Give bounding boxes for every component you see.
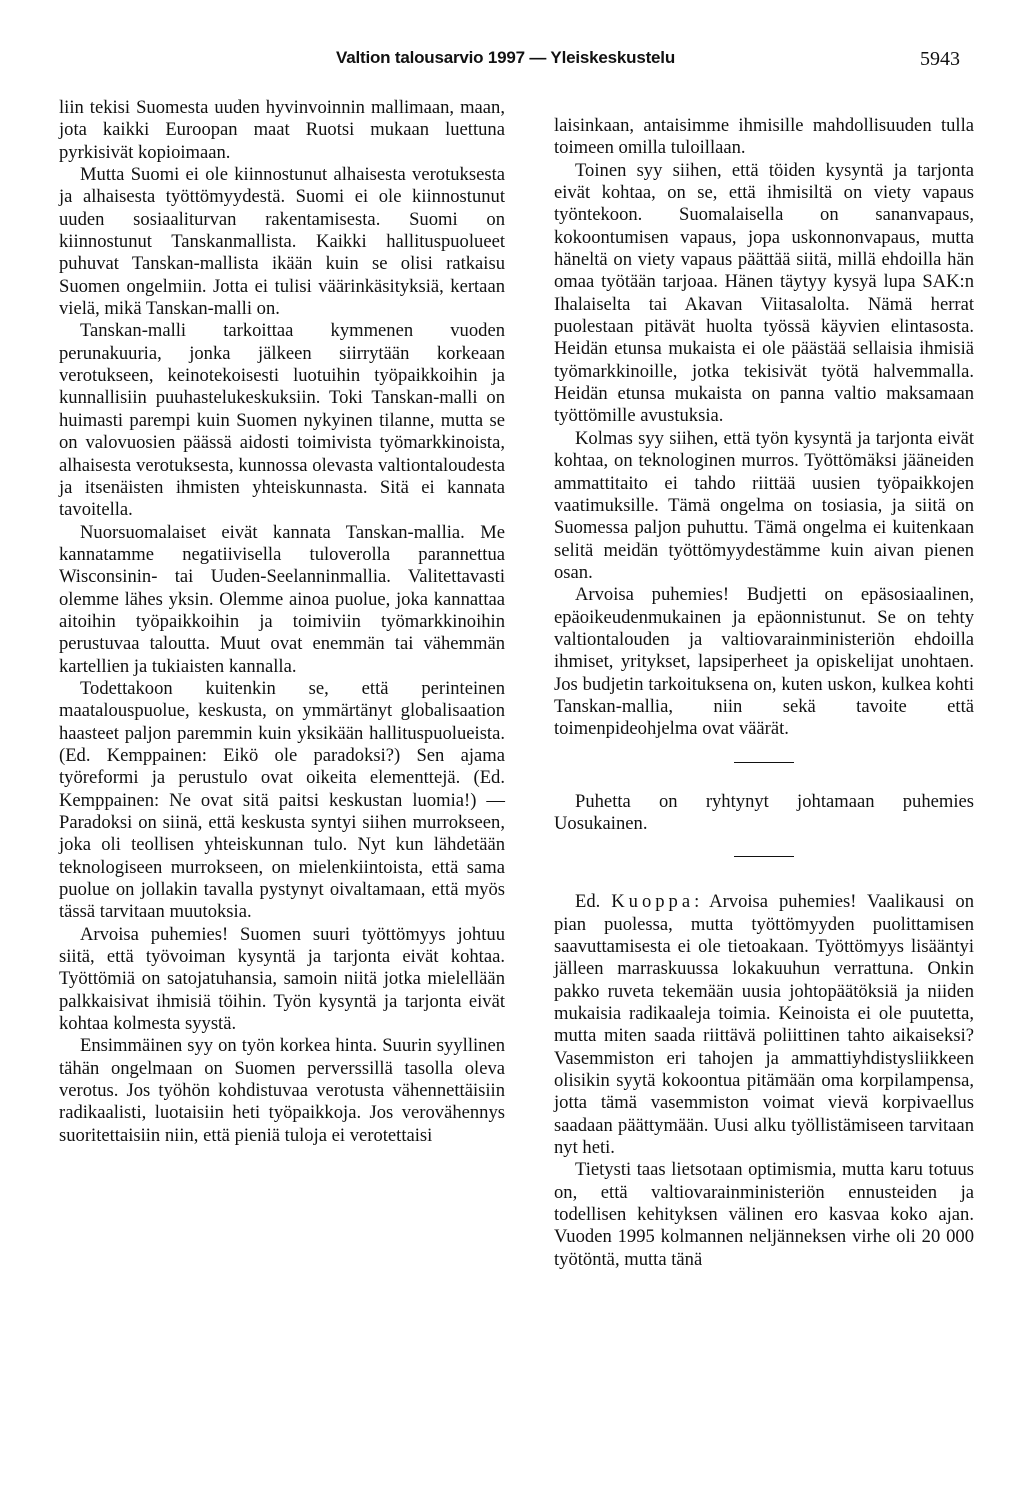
speaker-prefix: Ed. <box>575 891 612 913</box>
left-paragraph-5: Todettakoon kuitenkin se, että perinteinen maatalouspuolue, keskusta, on ymmärtänyt globalisaation haasteet paljon paremmin kuin yksikään hallituspuolueista. (Ed. Kemppainen: Eikö ole paradoksi?) Sen ajama työreformi ja perustulo ovat oikeita elementtejä. (Ed. Kemppainen: Ne ovat sitä paitsi keskustan luomia!) — Paradoksi on siinä, että keskusta syntyi siihen murrokseen, joka oli teollisen yhteiskunnan tulo. Nyt kun lähdetään teknologiseen murrokseen, on mielenkiintoista, että sama puolue on jollakin tavalla pystynyt oivaltamaan, että myös tässä tarvitaan muutoksia. <box>59 677 505 923</box>
header-title: Valtion talousarvio 1997 — Yleiskeskustelu <box>336 48 676 67</box>
right-paragraph-6: Tietysti taas lietsotaan optimismia, mutta karu totuus on, että valtiovarainministeriön ennusteiden ja todellisen kehityksen välinen ero kasvaa koko ajan. Vuoden 1995 kolmannen neljänneksen virhe oli 20 000 työtöntä, mutta tänä <box>554 1159 974 1270</box>
left-paragraph-3: Tanskan-malli tarkoittaa kymmenen vuoden perunakuuria, jonka jälkeen siirrytään korkeaan verotukseen, keinotekoisesti luotuihin työpaikkoihin ja kunnallisiin puuhastelukeskuksiin. Toki Tanskan-malli on huimasti parempi kuin Suomen nykyinen tilanne, mutta se on valovuosien päässä aidosti toimivista työmarkkinoista, alhaisesta verotuksesta, kunnossa olevasta valtiontaloudesta ja itsenäisten ihmisten yhteiskunnasta. Sitä ei kannata tavoitella. <box>59 320 505 521</box>
left-paragraph-7: Ensimmäinen syy on työn korkea hinta. Suurin syyllinen tähän ongelmaan on Suomen perverssillä tasolla oleva verotus. Jos työhön kohdistuvaa verotusta vähennettäisiin radikaalisti, luotaisiin heti työpaikkoja. Jos verovähennys suoritettaisiin niin, että pieniä tuloja ei verotettaisi <box>59 1035 505 1146</box>
right-column <box>554 115 974 1271</box>
left-column <box>59 97 505 1147</box>
left-paragraph-1: liin tekisi Suomesta uuden hyvinvoinnin mallimaan, maan, jota kaikki Euroopan maat Ruotsi mukaan luettuna pyrkisivät kopioimaan. <box>59 97 505 163</box>
speaker-name: Kuoppa <box>611 891 695 913</box>
right-paragraph-4: Arvoisa puhemies! Budjetti on epäsosiaalinen, epäoikeudenmukainen ja epäonnistunut. Se on tehty valtiontalouden ja valtiovarainministeriön ehdoilla ihmiset, yritykset, lapsiperheet ja opiskelijat unohtaen. Jos budjetin tarkoituksena on, kuten uskon, kulkea kohti Tanskan-mallia, niin sekä tavoite että toimenpideohjelma ovat väärät. <box>554 584 974 740</box>
speech-text: : Arvoisa puhemies! Vaalikausi on pian puolessa, mutta työttömyyden puolittamisen saavuttamisesta ei ole tietoakaan. Työttömyys lisääntyi jälleen marraskuussa lokakuuhun verrattuna. Onkin pakko ruveta tekemään uusia johtopäätöksiä ja niiden mukaisia radikaaleja toimia. Keinoista ei ole puutetta, mutta miten saada riittävä poliittinen tahto aikaiseksi? Vasemmiston eri tahojen ja ammattiyhdistysliikkeen olisikin syytä kokoontua pitämään oma korpilampensa, jotta tämä vasemmiston voimat vievä korpivaellus saadaan päättymään. Uusi alku työllistämiseen tarvitaan nyt heti. <box>554 891 974 1159</box>
speech-paragraph-kuoppa <box>554 891 974 1159</box>
left-paragraph-6: Arvoisa puhemies! Suomen suuri työttömyys johtuu siitä, että työvoiman kysyntä ja tarjonta eivät kohtaa. Työttömiä on satojatuhansia, samoin niitä jotka mielellään palkkaisivat ihmisiä töihin. Työn kysyntä ja tarjonta eivät kohtaa kolmesta syystä. <box>59 923 505 1035</box>
chair-note: Puhetta on ryhtynyt johtamaan puhemies Uosukainen. <box>554 790 974 834</box>
running-header <box>336 48 960 74</box>
page-number: 5943 <box>920 48 960 70</box>
left-paragraph-4: Nuorsuomalaiset eivät kannata Tanskan-mallia. Me kannatamme negatiivisella tuloverolla parannettua Wisconsinin- tai Uuden-Seelanninmallia. Valitettavasti olemme lähes yksin. Olemme ainoa puolue, joka kannattaa aitoihin työpaikkoihin ja toimiviin työmarkkinoihin perustuvaa taloutta. Muut ovat enemmän tai vähemmän kartellien ja tukiaisten kannalla. <box>59 521 505 677</box>
right-paragraph-2: Toinen syy siihen, että töiden kysyntä ja tarjonta eivät kohtaa, on se, että ihmisiltä on viety vapaus työntekoon. Suomalaisella on sananvapaus, kokoontumisen vapaus, jopa uskonnonvapaus, mutta häneltä on viety vapaus päättää siitä, millä ehdoilla hän omaa työtään tarjoaa. Hänen täytyy kysyä lupa SAK:n Ihalaiselta tai Akavan Viitasalolta. Nämä herrat puolestaan pitävät huolta työssä käyvien elintasosta. Heidän etunsa mukaista ei ole päästää sellaisia ihmisiä työmarkkinoille, jotka tekisivät työtä halvemmalla. Heidän etunsa mukaista on panna valtio maksamaan työttömille avustuksia. <box>554 159 974 427</box>
right-paragraph-3: Kolmas syy siihen, että työn kysyntä ja tarjonta eivät kohtaa, on teknologinen murros. Työttömäksi jääneiden ammattitaito ei tahdo riittää uusien työpaikkojen vaatimuksille. Tämä ongelma on tosiasia, ja siitä on Suomessa paljon puhuttu. Tämä ongelma ei kuitenkaan selitä meidän työttömyydestämme kuin aivan pienen osan. <box>554 427 974 583</box>
right-paragraph-1: laisinkaan, antaisimme ihmisille mahdollisuuden tulla toimeen omilla tuloillaan. <box>554 115 974 159</box>
left-paragraph-2: Mutta Suomi ei ole kiinnostunut alhaisesta verotuksesta ja alhaisesta työttömyydestä. Suomi ei ole kiinnostunut uuden sosiaaliturvan rakentamisesta. Suomi on kiinnostunut Tanskanmallista. Kaikki hallituspuolueet puhuvat Tanskan-mallista ikään kuin se olisi ratkaisu Suomen ongelmiin. Jotta ei tulisi väärinkäsityksiä, kertaan vielä, mikä Tanskan-malli on. <box>59 164 505 320</box>
